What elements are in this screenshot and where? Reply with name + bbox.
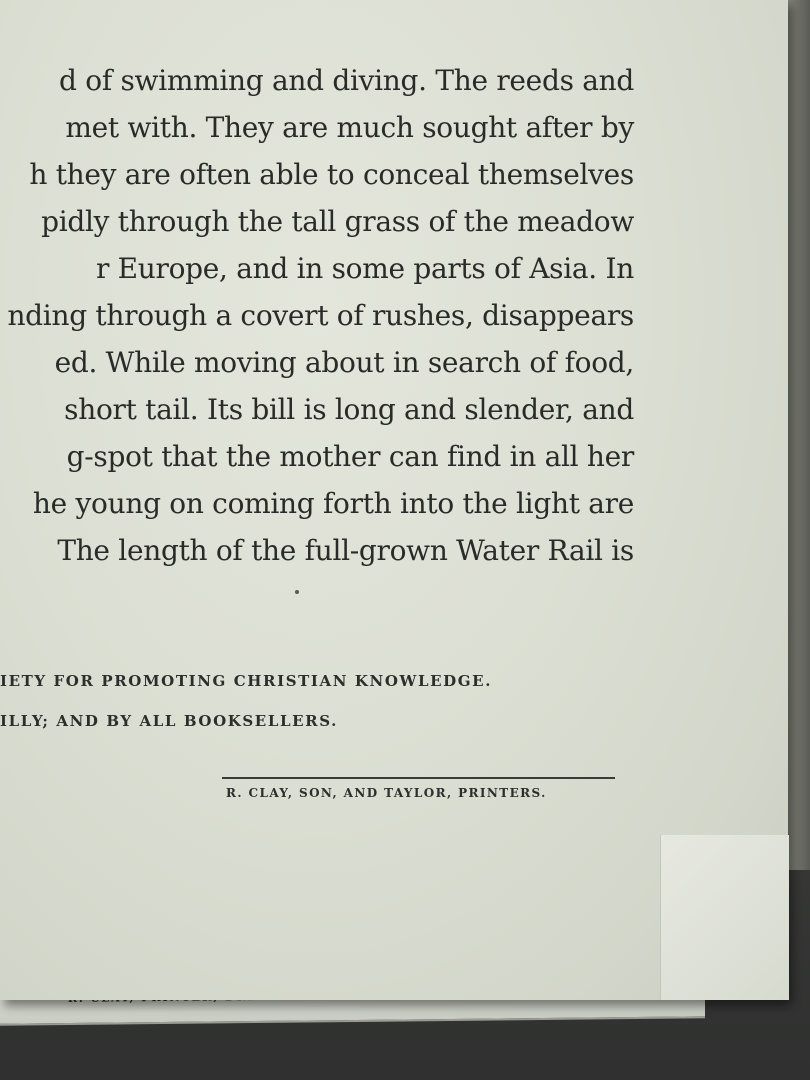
text-line: short tail. Its bill is long and slender, and	[64, 393, 634, 426]
text-line: ed. While moving about in search of food,	[54, 346, 634, 379]
publisher-imprint-line: IETY FOR PROMOTING CHRISTIAN KNOWLEDGE.	[0, 672, 493, 690]
text-line: he young on coming forth into the light are	[32, 487, 634, 520]
text-line: nding through a covert of rushes, disappears	[7, 299, 634, 332]
text-line: h they are often able to conceal themselves	[29, 158, 634, 191]
text-line: pidly through the tall grass of the meadow	[41, 205, 634, 238]
printer-credit: R. CLAY, SON, AND TAYLOR, PRINTERS.	[226, 786, 547, 800]
bookseller-imprint-line: ILLY; AND BY ALL BOOKSELLERS.	[0, 712, 338, 730]
text-line: The length of the full-grown Water Rail is	[57, 534, 634, 567]
ink-speck	[295, 590, 299, 594]
text-line: g-spot that the mother can find in all her	[66, 440, 634, 473]
text-line: d of swimming and diving. The reeds and	[59, 64, 634, 97]
text-line: met with. They are much sought after by	[65, 111, 634, 144]
printer-rule	[222, 777, 615, 779]
text-line: r Europe, and in some parts of Asia. In	[95, 252, 634, 285]
folded-page-corner	[660, 835, 789, 1000]
